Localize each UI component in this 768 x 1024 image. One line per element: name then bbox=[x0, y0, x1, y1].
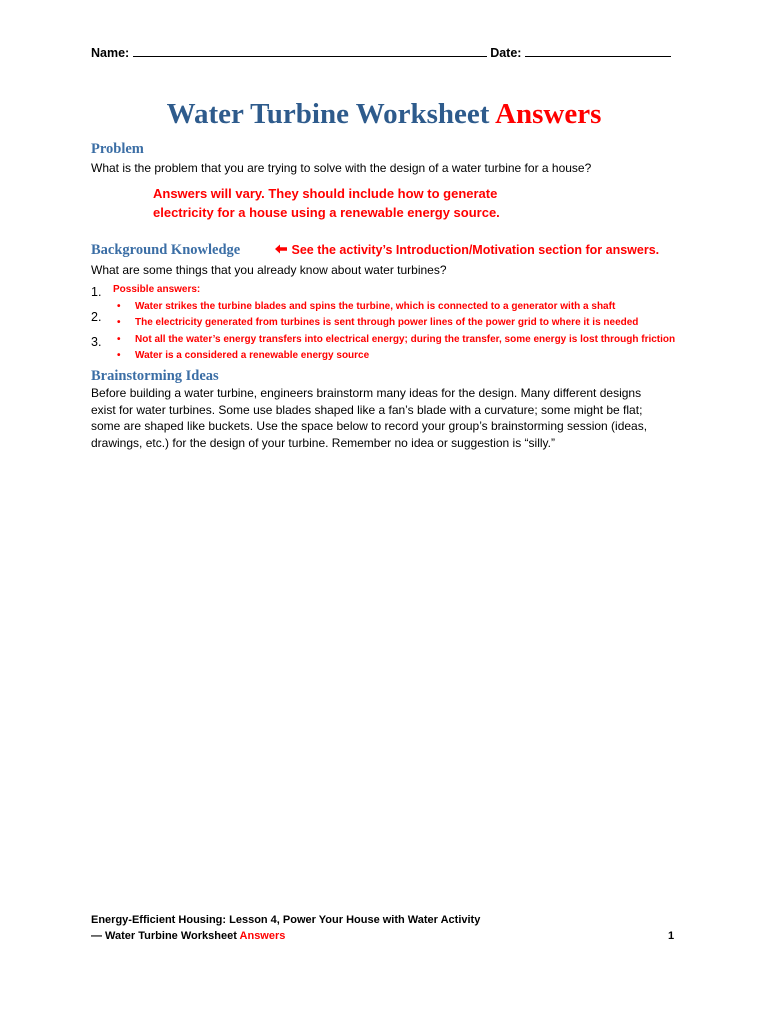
list-number-2: 2. bbox=[91, 310, 102, 324]
problem-answer-line1: Answers will vary. They should include how to generate bbox=[153, 186, 498, 201]
date-label: Date: bbox=[490, 46, 522, 60]
answer-item: • Not all the water’s energy transfers into electrical energy; during the transfer, some energy is lost through friction bbox=[113, 332, 675, 349]
answer-item: • Water is a considered a renewable energy source bbox=[113, 348, 675, 365]
header-line bbox=[91, 44, 671, 60]
problem-question: What is the problem that you are trying to solve with the design of a water turbine for a house? bbox=[91, 161, 592, 175]
name-label: Name: bbox=[91, 46, 130, 60]
answer-item: • The electricity generated from turbines is sent through power lines of the power grid to where it is needed bbox=[113, 315, 675, 332]
brainstorming-line: Before building a water turbine, engineers brainstorm many ideas for the design. Many different designs bbox=[91, 386, 642, 400]
date-blank-line bbox=[525, 44, 671, 57]
list-number-3: 3. bbox=[91, 335, 102, 349]
brainstorming-line: drawings, etc.) for the design of your turbine. Remember no idea or suggestion is “silly.” bbox=[91, 435, 555, 450]
problem-answer bbox=[153, 184, 500, 222]
brainstorming-line: some are shaped like buckets. Use the space below to record your group’s brainstorming session (ideas, bbox=[91, 419, 648, 433]
brainstorming-text bbox=[91, 385, 647, 451]
background-note bbox=[274, 243, 659, 257]
problem-answer-line2: electricity for a house using a renewable energy source. bbox=[153, 205, 500, 220]
name-blank-line bbox=[133, 44, 487, 57]
problem-heading: Problem bbox=[91, 141, 144, 157]
left-arrow-icon bbox=[274, 243, 291, 257]
possible-answers-label: Possible answers: bbox=[113, 284, 201, 295]
page-title bbox=[0, 98, 768, 131]
page-number: 1 bbox=[668, 930, 675, 942]
list-number-1: 1. bbox=[91, 285, 102, 299]
brainstorming-line: exist for water turbines. Some use blades shaped like a fan’s blade with a curvature; some might be flat; bbox=[91, 402, 643, 417]
footer-line2 bbox=[91, 928, 480, 944]
possible-answers bbox=[113, 282, 675, 365]
footer bbox=[91, 912, 480, 944]
title-main: Water Turbine Worksheet bbox=[166, 98, 490, 130]
footer-line2-prefix: — Water Turbine Worksheet bbox=[91, 930, 237, 942]
footer-line2-accent: Answers bbox=[239, 930, 286, 942]
brainstorming-heading: Brainstorming Ideas bbox=[91, 368, 219, 384]
footer-line1: Energy-Efficient Housing: Lesson 4, Power Your House with Water Activity bbox=[91, 914, 481, 926]
background-note-text: See the activity’s Introduction/Motivation section for answers. bbox=[291, 243, 660, 257]
title-accent: Answers bbox=[495, 98, 602, 130]
answer-item: • Water strikes the turbine blades and spins the turbine, which is connected to a generator with a shaft bbox=[113, 299, 675, 316]
answers-list bbox=[113, 299, 675, 365]
background-question: What are some things that you already know about water turbines? bbox=[91, 263, 447, 277]
background-heading: Background Knowledge bbox=[91, 242, 241, 258]
